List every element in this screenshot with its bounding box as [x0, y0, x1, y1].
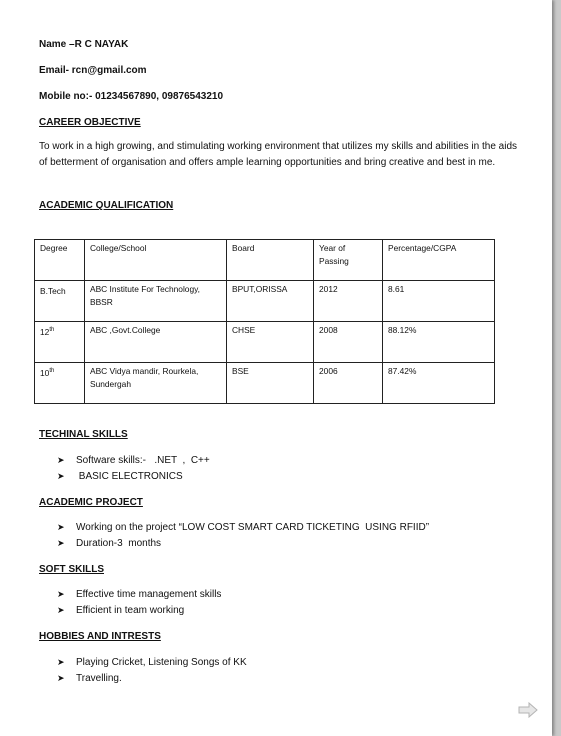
table-row [35, 363, 495, 404]
academic-project-list [57, 519, 429, 551]
arrowhead-bullet-icon: ➤ [57, 454, 65, 465]
arrowhead-bullet-icon: ➤ [57, 521, 65, 532]
technical-skills-heading: TECHINAL SKILLS [39, 429, 128, 440]
cell-degree: 12th [35, 322, 85, 363]
arrowhead-bullet-icon: ➤ [57, 672, 65, 683]
cell-year: 2008 [314, 322, 383, 363]
header-board: Board [227, 240, 314, 281]
cell-board: CHSE [227, 322, 314, 363]
cell-college: ABC Institute For Technology, BBSR [85, 281, 227, 322]
header-degree: Degree [35, 240, 85, 281]
cell-year: 2012 [314, 281, 383, 322]
next-page-arrow-icon[interactable] [518, 702, 538, 718]
arrowhead-bullet-icon: ➤ [57, 604, 65, 615]
cell-college: ABC Vidya mandir, Rourkela, Sundergah [85, 363, 227, 404]
cell-degree: B.Tech [35, 281, 85, 322]
name-line: Name –R C NAYAK [39, 39, 129, 50]
cell-percentage: 8.61 [383, 281, 495, 322]
list-item: ➤ Duration-3 months [57, 537, 162, 549]
arrowhead-bullet-icon: ➤ [57, 470, 65, 481]
academic-project-heading: ACADEMIC PROJECT [39, 497, 143, 508]
academic-heading: ACADEMIC QUALIFICATION [39, 200, 174, 211]
hobbies-heading: HOBBIES AND INTRESTS [39, 631, 161, 642]
cell-degree: 10th [35, 363, 85, 404]
list-item: ➤ Travelling. [57, 672, 122, 684]
soft-skills-list [57, 586, 221, 618]
arrowhead-bullet-icon: ➤ [57, 537, 65, 548]
career-objective-heading: CAREER OBJECTIVE [39, 117, 141, 128]
cell-percentage: 87.42% [383, 363, 495, 404]
cell-board: BSE [227, 363, 314, 404]
career-objective-text: To work in a high growing, and stimulating working environment that utilizes my skills and abilities in the aids of betterment of organisation and offers ample learning opportunities and bring creative and best in me. [39, 141, 518, 168]
technical-skills-list [57, 452, 210, 484]
mobile-line: Mobile no:- 01234567890, 09876543210 [39, 91, 224, 102]
cell-board: BPUT,ORISSA [227, 281, 314, 322]
arrowhead-bullet-icon: ➤ [57, 588, 65, 599]
list-item: ➤ BASIC ELECTRONICS [57, 470, 183, 482]
cell-college: ABC ,Govt.College [85, 322, 227, 363]
header-year: Year of Passing [314, 240, 383, 281]
soft-skills-heading: SOFT SKILLS [39, 564, 104, 575]
list-item: ➤ Software skills:- .NET , C++ [57, 454, 210, 466]
list-item: ➤ Working on the project “LOW COST SMART CARD TICKETING USING RFIID” [57, 521, 430, 533]
table-row [35, 281, 495, 322]
list-item: ➤ Playing Cricket, Listening Songs of KK [57, 656, 247, 668]
arrowhead-bullet-icon: ➤ [57, 656, 65, 667]
header-percentage: Percentage/CGPA [383, 240, 495, 281]
table-header-row [35, 240, 495, 281]
email-line: Email- rcn@gmail.com [39, 65, 147, 76]
academic-table [34, 239, 495, 404]
header-college: College/School [85, 240, 227, 281]
cell-percentage: 88.12% [383, 322, 495, 363]
hobbies-list [57, 654, 247, 686]
list-item: ➤ Effective time management skills [57, 588, 222, 600]
table-row [35, 322, 495, 363]
list-item: ➤ Efficient in team working [57, 604, 185, 616]
cell-year: 2006 [314, 363, 383, 404]
